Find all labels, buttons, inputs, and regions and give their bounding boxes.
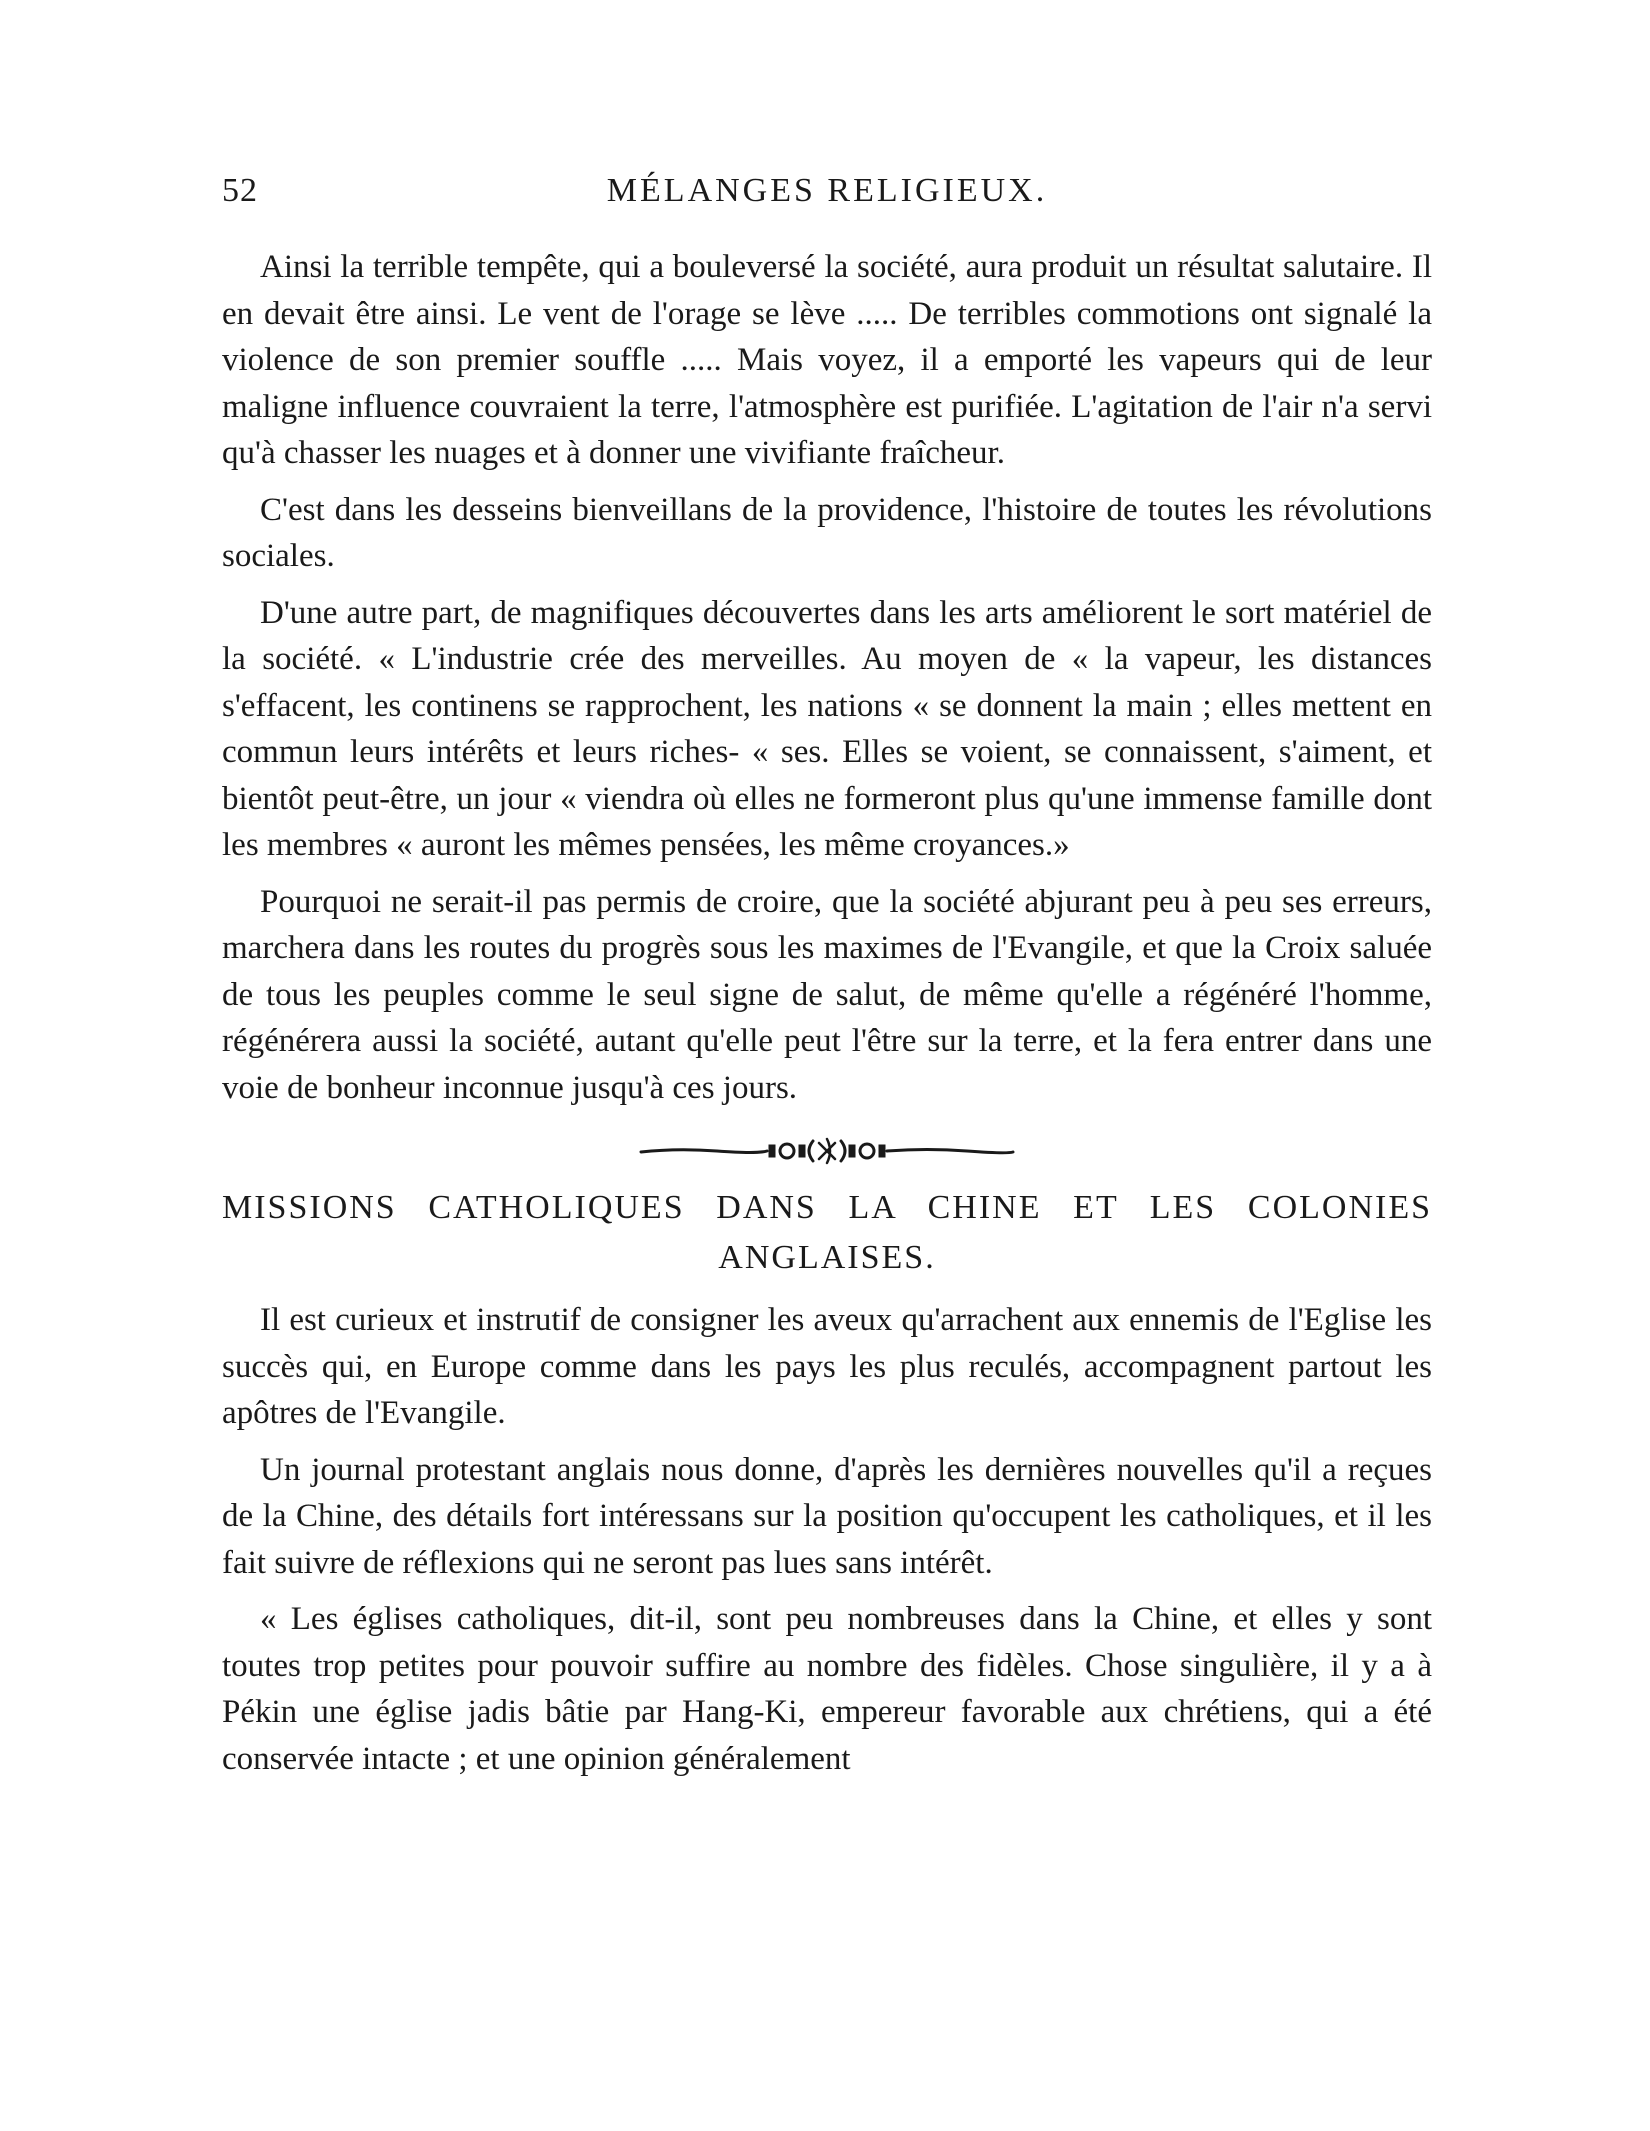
running-title: MÉLANGES RELIGIEUX.	[606, 172, 1048, 209]
fleuron-rule-ornament-icon	[637, 1137, 1017, 1165]
paragraph-2: C'est dans les desseins bienveillans de la providence, l'histoire de toutes les révolutions sociales.	[222, 491, 1432, 574]
section-paragraph-1: Il est curieux et instrutif de consigner les aveux qu'arrachent aux ennemis de l'Eglise les succès qui, en Europe comme dans les pays les plus reculés, accompagnent partout les apôtres de l'Evangile.	[222, 1302, 1432, 1431]
section-paragraph-3: « Les églises catholiques, dit-il, sont peu nombreuses dans la Chine, et elles y sont toutes trop petites pour pouvoir suffire au nombre des fidèles. Chose singulière, il y a à Pékin une église jadis bâtie par Hang-Ki, empereur favorable aux chrétiens, qui a été conservée intacte ; et une opinion généralement	[222, 1601, 1432, 1777]
body-text	[222, 244, 1432, 1792]
section-title-line-1: MISSIONS CATHOLIQUES DANS LA CHINE ET LES COLONIES	[222, 1189, 1432, 1226]
paragraph-4: Pourquoi ne serait-il pas permis de croire, que la société abjurant peu à peu ses erreurs, marchera dans les routes du progrès sous les maximes de l'Evangile, et que la Croix saluée de tous les peuples comme le seul signe de salut, de même qu'elle a régénéré l'homme, régénérera aussi la société, autant qu'elle peut l'être sur la terre, et la fera entrer dans une voie de bonheur inconnue jusqu'à ces jours.	[222, 883, 1432, 1106]
paragraph-1: Ainsi la terrible tempête, qui a bouleversé la société, aura produit un résultat salutaire. Il en devait être ainsi. Le vent de l'orage se lève ..... De terribles commotions ont signalé la violence de son premier souffle ..... Mais voyez, il a emporté les vapeurs qui de leur maligne influence couvraient la terre, l'atmosphère est purifiée. L'agitation de l'air n'a servi qu'à chasser les nuages et à donner une vivifiante fraîcheur.	[222, 249, 1432, 471]
paragraph-3: D'une autre part, de magnifiques découvertes dans les arts améliorent le sort matériel de la société. « L'industrie crée des merveilles. Au moyen de « la vapeur, les distances s'effacent, les continens se rapprochent, les nations « se donnent la main ; elles mettent en commun leurs intérêts et leurs riches- « ses. Elles se voient, se connaissent, s'aiment, et bientôt peut-être, un jour « viendra où elles ne formeront plus qu'une immense famille dont les membres « auront les mêmes pensées, les même croyances.»	[222, 594, 1432, 863]
page-number: 52	[222, 172, 258, 209]
section-title-line-2: ANGLAISES.	[718, 1239, 936, 1276]
running-head	[222, 172, 1432, 222]
section-paragraph-2: Un journal protestant anglais nous donne, d'après les dernières nouvelles qu'il a reçues de la Chine, des détails fort intéressans sur la position qu'occupent les catholiques, et il les fait suivre de réflexions qui ne seront pas lues sans intérêt.	[222, 1451, 1432, 1581]
section-title	[222, 1183, 1432, 1283]
